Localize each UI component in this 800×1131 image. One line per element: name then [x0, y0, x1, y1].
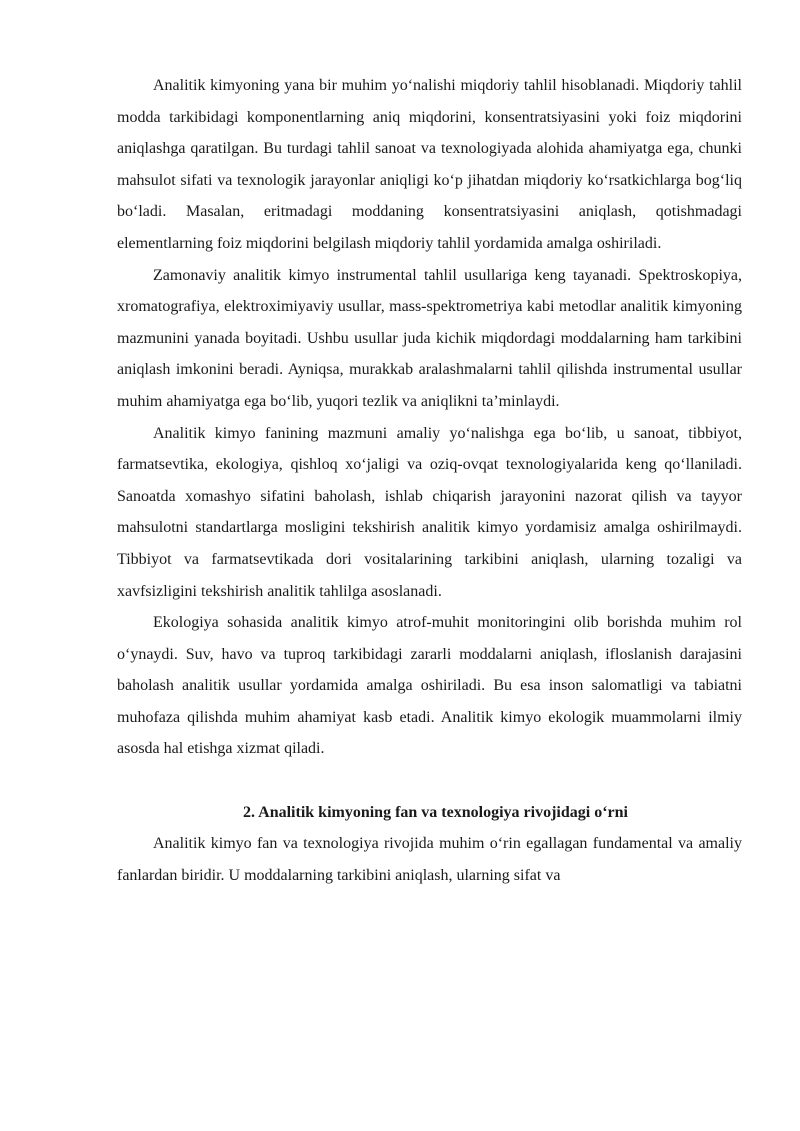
section-spacer	[117, 765, 742, 797]
section-heading: 2. Analitik kimyoning fan va texnologiya rivojidagi o‘rni	[243, 803, 628, 821]
paragraph-section-intro: Analitik kimyo fan va texnologiya rivojida muhim o‘rin egallagan fundamental va amaliy fanlardan biridir. U moddalarning tarkibini aniqlash, ularning sifat va	[117, 835, 742, 884]
paragraph-quantitative-analysis: Analitik kimyoning yana bir muhim yo‘nalishi miqdoriy tahlil hisoblanadi. Miqdoriy tahlil modda tarkibidagi komponentlarning aniq miqdorini, konsentratsiyasini yoki foiz miqdorini aniqlashga qaratilgan. Bu turdagi tahlil sanoat va texnologiyada alohida ahamiyatga ega, chunki mahsulot sifati va texnologik jarayonlar aniqligi ko‘p jihatdan miqdoriy ko‘rsatkichlarga bog‘liq bo‘ladi. Masalan, eritmadagi moddaning konsentratsiyasini aniqlash, qotishmadagi elementlarning foiz miqdorini belgilash miqdoriy tahlil yordamida amalga oshiriladi.	[117, 77, 742, 252]
paragraph-ecology: Ekologiya sohasida analitik kimyo atrof-muhit monitoringini olib borishda muhim rol o‘ynaydi. Suv, havo va tuproq tarkibidagi zararli moddalarni aniqlash, ifloslanish darajasini baholash analitik usullar yordamida amalga oshiriladi. Bu esa inson salomatligi va tabiatni muhofaza qilishda muhim ahamiyat kasb etadi. Analitik kimyo ekologik muammolarni ilmiy asosda hal etishga xizmat qiladi.	[117, 614, 742, 758]
paragraph-applications: Analitik kimyo fanining mazmuni amaliy yo‘nalishga ega bo‘lib, u sanoat, tibbiyot, farmatsevtika, ekologiya, qishloq xo‘jaligi va oziq-ovqat texnologiyalarida keng qo‘llaniladi. Sanoatda xomashyo sifatini baholash, ishlab chiqarish jarayonini nazorat qilish va tayyor mahsulotni standartlarga mosligini tekshirish analitik kimyo yordamisiz amalga oshirilmaydi. Tibbiyot va farmatsevtikada dori vositalarining tarkibini aniqlash, ularning tozaligi va xavfsizligini tekshirish analitik tahlilga asoslanadi.	[117, 424, 742, 600]
document-page	[117, 70, 742, 891]
paragraph-instrumental-methods: Zamonaviy analitik kimyo instrumental tahlil usullariga keng tayanadi. Spektroskopiya, xromatografiya, elektroximiyaviy usullar, mass-spektrometriya kabi metodlar analitik kimyoning mazmunini yanada boyitadi. Ushbu usullar juda kichik miqdordagi moddalarning ham tarkibini aniqlash imkonini beradi. Ayniqsa, murakkab aralashmalarni tahlil qilishda instrumental usullar muhim ahamiyatga ega bo‘lib, yuqori tezlik va aniqlikni ta’minlaydi.	[117, 266, 742, 410]
